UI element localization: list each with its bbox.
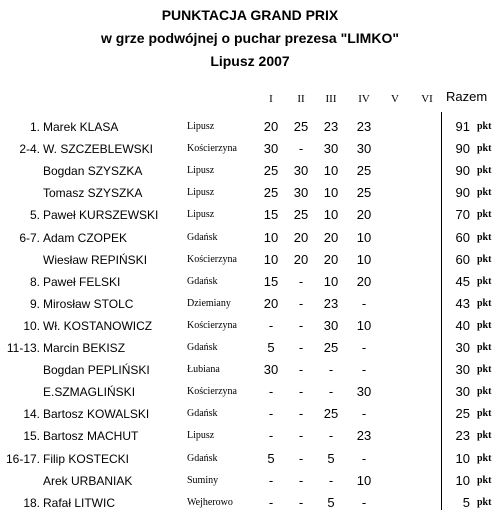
table-row xyxy=(0,382,500,402)
score-round-2: - xyxy=(298,340,304,355)
total-points: 90 xyxy=(455,163,470,179)
player-city: Gdańsk xyxy=(187,408,218,420)
score-round-3: 30 xyxy=(323,317,339,333)
points-unit: pkt xyxy=(477,319,492,331)
points-unit: pkt xyxy=(477,209,492,221)
score-round-1: 15 xyxy=(263,273,279,289)
score-round-1: 10 xyxy=(263,229,279,245)
player-city: Wejherowo xyxy=(187,496,233,508)
total-points: 25 xyxy=(455,406,470,422)
rank-cell: 10. xyxy=(23,318,40,333)
score-round-4: 30 xyxy=(356,141,372,157)
rank-cell: 2-4. xyxy=(19,142,40,157)
total-points: 70 xyxy=(455,207,470,223)
player-city: Lipusz xyxy=(187,121,215,132)
score-round-1: 5 xyxy=(267,340,275,355)
score-round-3: - xyxy=(328,472,334,488)
player-city: Lipusz xyxy=(187,165,215,177)
player-city: Kościerzyna xyxy=(187,143,237,155)
player-city: Kościerzyna xyxy=(187,386,237,398)
score-round-3: 10 xyxy=(323,207,339,223)
score-round-1: - xyxy=(268,384,274,400)
player-name: Rafał LITWIC xyxy=(43,495,116,510)
score-round-4: 10 xyxy=(356,472,372,488)
score-round-1: 15 xyxy=(263,207,279,223)
score-round-1: 30 xyxy=(263,362,279,378)
player-city: Dziemiany xyxy=(187,297,231,309)
table-row xyxy=(0,228,500,248)
player-name: Wiesław REPIŃSKI xyxy=(43,252,148,267)
player-city: Kościerzyna xyxy=(187,253,237,265)
header-total: Razem xyxy=(446,89,488,104)
total-points: 5 xyxy=(462,494,470,510)
points-unit: pkt xyxy=(477,496,492,508)
header-round-6: VI xyxy=(421,93,433,105)
score-round-2: - xyxy=(298,406,304,422)
points-unit: pkt xyxy=(477,165,492,177)
table-row xyxy=(0,161,500,181)
total-points: 10 xyxy=(455,450,470,466)
header-round-1: I xyxy=(269,93,273,105)
table-row xyxy=(0,404,500,424)
score-round-1: 5 xyxy=(267,450,275,466)
score-round-1: - xyxy=(268,494,274,510)
score-round-3: - xyxy=(328,384,334,400)
total-points: 90 xyxy=(455,141,470,157)
points-unit: pkt xyxy=(477,342,492,353)
score-round-3: 5 xyxy=(327,494,335,510)
player-city: Gdańsk xyxy=(187,452,218,464)
total-points: 43 xyxy=(455,295,470,311)
player-name: Arek URBANIAK xyxy=(43,473,133,488)
score-round-2: 25 xyxy=(293,119,309,134)
score-round-1: - xyxy=(268,317,274,333)
player-name: Mirosław STOLC xyxy=(43,296,134,311)
total-points: 91 xyxy=(455,119,470,134)
points-unit: pkt xyxy=(477,121,492,132)
score-round-1: 20 xyxy=(263,295,279,311)
table-row xyxy=(0,205,500,225)
score-round-3: - xyxy=(328,362,334,378)
points-unit: pkt xyxy=(477,253,492,265)
player-city: Lipusz xyxy=(187,209,215,221)
score-round-3: 23 xyxy=(323,295,339,311)
points-unit: pkt xyxy=(477,408,492,420)
points-unit: pkt xyxy=(477,275,492,287)
player-name: Filip KOSTECKI xyxy=(43,451,130,466)
score-round-1: 30 xyxy=(263,141,279,157)
points-unit: pkt xyxy=(477,474,492,486)
score-round-2: - xyxy=(298,141,304,157)
table-row xyxy=(0,338,500,358)
player-city: Suminy xyxy=(187,474,219,486)
points-unit: pkt xyxy=(477,364,492,376)
player-name: Marek KLASA xyxy=(43,120,119,134)
player-city: Lipusz xyxy=(187,430,215,442)
score-round-1: 25 xyxy=(263,163,279,179)
rank-cell: 1. xyxy=(29,120,40,134)
points-unit: pkt xyxy=(477,297,492,309)
total-points: 45 xyxy=(455,273,470,289)
table-row xyxy=(0,117,500,137)
rank-cell: 14. xyxy=(23,407,40,422)
score-round-3: 10 xyxy=(323,185,339,201)
score-round-2: - xyxy=(298,494,304,510)
points-unit: pkt xyxy=(477,386,492,398)
score-round-2: 20 xyxy=(293,251,309,267)
player-city: Gdańsk xyxy=(187,342,218,353)
table-row xyxy=(0,272,500,292)
player-city: Gdańsk xyxy=(187,231,218,243)
player-name: Bogdan SZYSZKA xyxy=(43,164,143,179)
points-unit: pkt xyxy=(477,231,492,243)
table-row xyxy=(0,471,500,491)
score-round-2: 25 xyxy=(293,207,309,223)
header-round-5: V xyxy=(391,93,399,105)
total-points: 60 xyxy=(455,251,470,267)
table-row xyxy=(0,139,500,159)
score-round-4: 25 xyxy=(356,185,372,201)
score-round-3: 10 xyxy=(323,273,339,289)
score-round-1: 25 xyxy=(263,185,279,201)
score-round-2: - xyxy=(298,295,304,311)
table-row xyxy=(0,449,500,469)
rank-cell: 6-7. xyxy=(19,230,40,245)
rank-cell: 15. xyxy=(23,429,40,444)
score-round-1: 10 xyxy=(263,251,279,267)
total-points: 30 xyxy=(455,384,470,400)
score-round-3: - xyxy=(328,428,334,444)
score-round-4: 10 xyxy=(356,251,372,267)
score-round-2: - xyxy=(298,450,304,466)
points-unit: pkt xyxy=(477,187,492,199)
score-round-2: 20 xyxy=(293,229,309,245)
score-round-3: 5 xyxy=(327,450,335,466)
score-round-3: 25 xyxy=(323,340,339,355)
rank-cell: 11-13. xyxy=(6,341,40,355)
points-unit: pkt xyxy=(477,430,492,442)
score-round-2: - xyxy=(298,317,304,333)
total-points: 60 xyxy=(455,229,470,245)
score-round-2: - xyxy=(298,472,304,488)
total-points: 30 xyxy=(455,340,470,355)
score-round-4: - xyxy=(361,494,367,510)
score-round-4: 20 xyxy=(356,207,372,223)
title-line-1: PUNKTACJA GRAND PRIX xyxy=(161,7,339,23)
player-name: Tomasz SZYSZKA xyxy=(43,186,143,201)
total-points: 30 xyxy=(455,362,470,378)
table-row xyxy=(0,183,500,203)
player-city: Łubiana xyxy=(187,364,220,376)
score-round-2: 30 xyxy=(293,163,309,179)
points-unit: pkt xyxy=(477,143,492,155)
score-round-3: 30 xyxy=(323,141,339,157)
player-name: Bartosz KOWALSKI xyxy=(43,407,150,422)
score-round-3: 10 xyxy=(323,163,339,179)
title-line-2: w grze podwójnej o puchar prezesa "LIMKO" xyxy=(101,30,399,46)
points-unit: pkt xyxy=(477,452,492,464)
header-round-4: IV xyxy=(358,93,370,105)
score-round-4: - xyxy=(361,362,367,378)
header-round-3: III xyxy=(325,93,337,105)
score-round-4: - xyxy=(361,295,367,311)
score-round-3: 23 xyxy=(323,119,339,134)
score-round-1: - xyxy=(268,406,274,422)
score-round-2: - xyxy=(298,384,304,400)
score-round-4: 20 xyxy=(356,273,372,289)
table-row xyxy=(0,316,500,336)
player-city: Gdańsk xyxy=(187,275,218,287)
rank-cell: 18. xyxy=(23,495,40,510)
score-round-4: - xyxy=(361,340,367,355)
total-points: 40 xyxy=(455,317,470,333)
title-line-3: Lipusz 2007 xyxy=(210,53,290,69)
score-round-4: 23 xyxy=(356,428,372,444)
player-name: Bartosz MACHUT xyxy=(43,429,139,444)
player-name: Wł. KOSTANOWICZ xyxy=(43,318,153,333)
score-round-1: - xyxy=(268,428,274,444)
score-round-4: 25 xyxy=(356,163,372,179)
score-round-4: 10 xyxy=(356,317,372,333)
score-round-2: - xyxy=(298,428,304,444)
table-row xyxy=(0,426,500,446)
score-round-3: 20 xyxy=(323,229,339,245)
player-name: Paweł KURSZEWSKI xyxy=(43,208,159,223)
player-name: Paweł FELSKI xyxy=(43,274,121,289)
total-points: 10 xyxy=(455,472,470,488)
player-name: E.SZMAGLIŃSKI xyxy=(43,385,136,400)
score-round-3: 25 xyxy=(323,406,339,422)
total-points: 23 xyxy=(455,428,470,444)
player-name: Bogdan PEPLIŃSKI xyxy=(43,363,150,378)
score-round-2: 30 xyxy=(293,185,309,201)
score-round-4: 23 xyxy=(356,119,372,134)
rank-cell: 9. xyxy=(29,296,40,311)
player-name: Adam CZOPEK xyxy=(43,230,128,245)
player-name: W. SZCZEBLEWSKI xyxy=(43,142,154,157)
score-round-2: - xyxy=(298,273,304,289)
score-round-3: 20 xyxy=(323,251,339,267)
table-row xyxy=(0,493,500,513)
rank-cell: 8. xyxy=(29,274,40,289)
score-round-4: 30 xyxy=(356,384,372,400)
rank-cell: 5. xyxy=(29,208,40,223)
player-name: Marcin BEKISZ xyxy=(43,341,126,355)
score-round-4: - xyxy=(361,450,367,466)
player-city: Lipusz xyxy=(187,187,215,199)
header-round-2: II xyxy=(297,93,305,105)
score-round-2: - xyxy=(298,362,304,378)
score-round-4: - xyxy=(361,406,367,422)
score-round-4: 10 xyxy=(356,229,372,245)
rank-cell: 16-17. xyxy=(5,451,40,466)
table-row xyxy=(0,360,500,380)
score-round-1: 20 xyxy=(263,119,279,134)
table-row xyxy=(0,250,500,270)
total-points: 90 xyxy=(455,185,470,201)
player-city: Kościerzyna xyxy=(187,319,237,331)
table-row xyxy=(0,294,500,314)
score-round-1: - xyxy=(268,472,274,488)
